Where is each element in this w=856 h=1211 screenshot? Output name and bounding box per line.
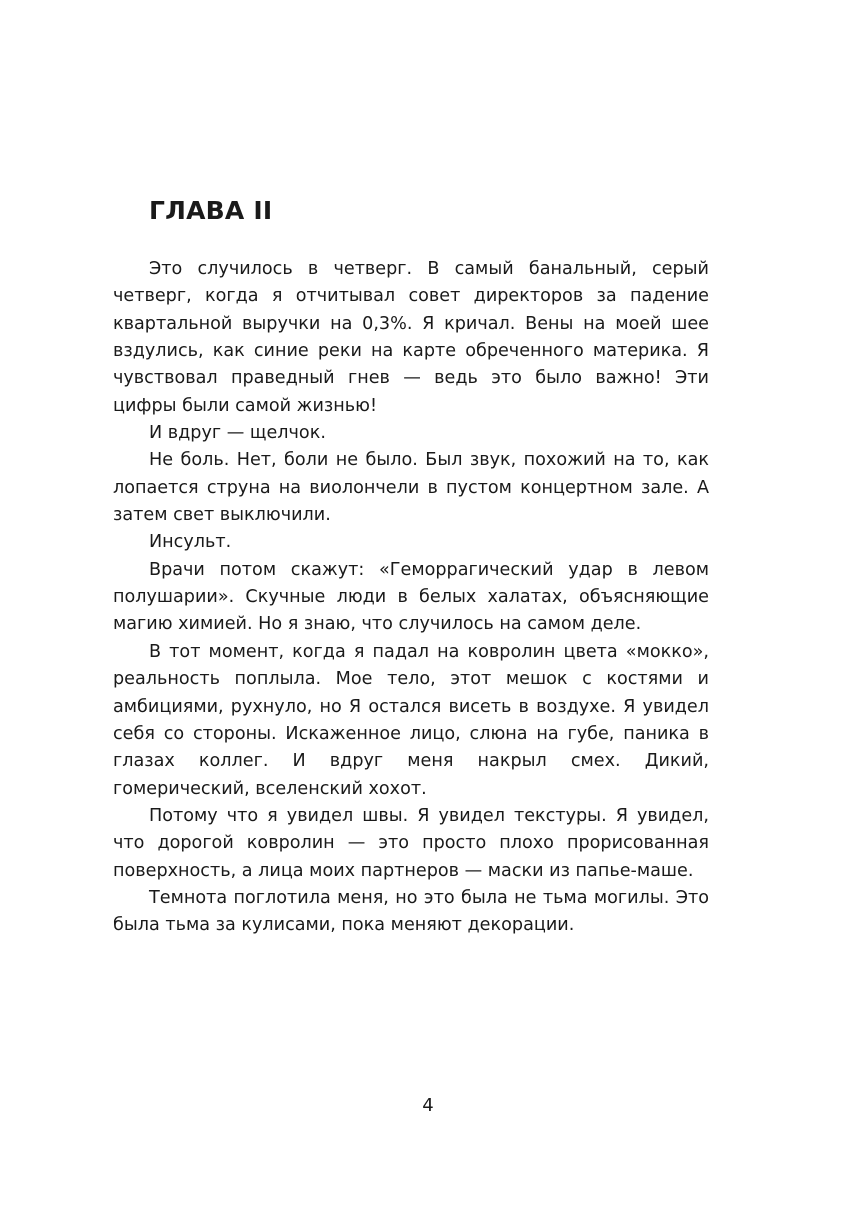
chapter-body: [113, 256, 709, 940]
paragraph: Инсульт.: [149, 532, 232, 553]
paragraph: В тот момент, когда я падал на ковролин цвета «мокко», реальность поплыла. Мое тело, этот мешок с костями и амбициями, рухнуло, но Я остался висеть в воздухе. Я увидел себя со стороны. Искаженное лицо, слюна на губе, паника в глазах коллег. И вдруг меня накрыл смех. Дикий, гомерический, вселенский хохот.: [113, 641, 709, 799]
paragraph: Потому что я увидел швы. Я увидел текстуры. Я увидел, что дорогой ковролин — это просто плохо прорисованная поверхность, а лица моих партнеров — маски из папье-маше.: [113, 805, 709, 881]
paragraph: Это случилось в четверг. В самый банальный, серый четверг, когда я отчитывал совет директоров за падение квартальной выручки на 0,3%. Я кричал. Вены на моей шее вздулись, как синие реки на карте обреченного материка. Я чувствовал праведный гнев — ведь это было важно! Эти цифры были самой жизнью!: [113, 259, 709, 416]
paragraph: Темнота поглотила меня, но это была не тьма могилы. Это была тьма за кулисами, пока меняют декорации.: [113, 887, 709, 936]
paragraph: Не боль. Нет, боли не было. Был звук, похожий на то, как лопается струна на виолончели в пустом концертном зале. А затем свет выключили.: [113, 450, 709, 526]
paragraph: И вдруг — щелчок.: [149, 423, 326, 444]
paragraph: Врачи потом скажут: «Геморрагический удар в левом полушарии». Скучные люди в белых халатах, объясняющие магию химией. Но я знаю, что случилось на самом деле.: [113, 559, 709, 635]
chapter-title: ГЛАВА II: [149, 196, 273, 225]
page-number: 4: [422, 1095, 434, 1116]
